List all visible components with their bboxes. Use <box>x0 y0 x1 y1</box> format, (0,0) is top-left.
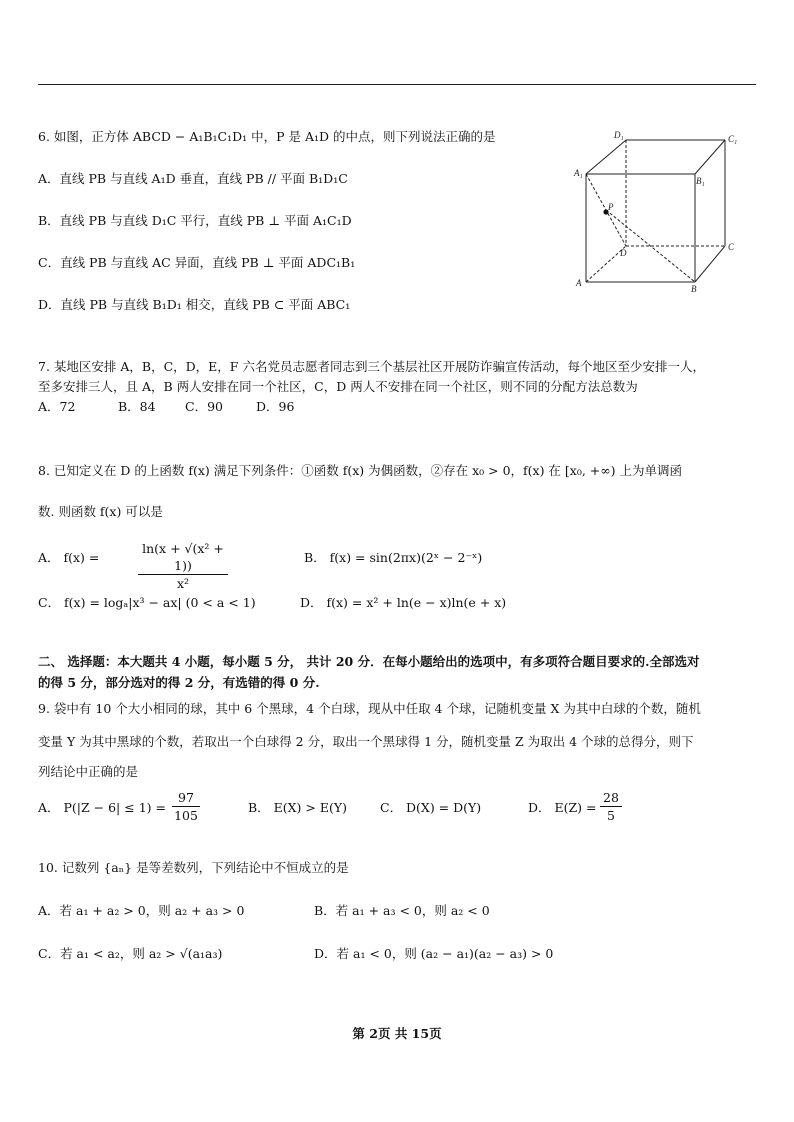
q10-option-d: D．若 a₁ < 0，则 (a₂ − a₁)(a₂ − a₃) > 0 <box>314 946 554 961</box>
q9-option-b: B． E(X) > E(Y) <box>248 800 347 815</box>
q9-line2: 变量 Y 为其中黑球的个数，若取出一个白球得 2 分，取出一个黑球得 1 分，随机变量 Z 为取出 4 个球的总得分，则下 <box>38 734 694 749</box>
q7-line2: 至多安排三人，且 A，B 两人安排在同一个社区，C，D 两人不安排在同一个社区，则不同的分配方法总数为 <box>38 379 638 394</box>
q7-option-c: C．90 <box>185 399 223 414</box>
q9-option-a-prefix: A． P(|Z − 6| ≤ 1) = <box>38 800 166 815</box>
q9-option-d-numerator: 28 <box>600 789 622 807</box>
q6-option-d: D．直线 PB 与直线 B₁D₁ 相交，直线 PB ⊂ 平面 ABC₁ <box>38 297 351 312</box>
label-d: D <box>620 248 627 258</box>
q8-option-d: D． f(x) = x² + ln(e − x)ln(e + x) <box>300 595 507 610</box>
q7-option-a: A．72 <box>38 399 76 414</box>
section2-line1: 二、 选择题：本大题共 4 小题，每小题 5 分， 共计 20 分．在每小题给出的选项中，有多项符合题目要求的.全部选对 <box>38 654 700 669</box>
q10-option-b: B．若 a₁ + a₃ < 0，则 a₂ < 0 <box>314 903 490 918</box>
q8-option-a-denominator: x² <box>176 576 190 591</box>
q9-option-a-fraction <box>172 789 200 824</box>
q8-option-a-fraction <box>138 540 228 592</box>
q9-option-d-denominator: 5 <box>607 808 615 823</box>
header-rule <box>38 84 756 85</box>
q10-option-c: C．若 a₁ < a₂，则 a₂ > √(a₁a₃) <box>38 946 223 961</box>
q9-option-d-prefix: D． E(Z) = <box>528 800 597 815</box>
q8-option-c: C． f(x) = logₐ|x³ − ax| (0 < a < 1) <box>38 595 256 610</box>
label-p: P <box>608 202 614 212</box>
q7-option-d: D．96 <box>256 399 295 414</box>
q6-option-c: C．直线 PB 与直线 AC 异面，直线 PB ⊥ 平面 ADC₁B₁ <box>38 255 356 270</box>
label-d1: D₁ <box>614 130 624 140</box>
q6-stem: 6. 如图，正方体 ABCD − A₁B₁C₁D₁ 中，P 是 A₁D 的中点，则下列说法正确的是 <box>38 129 496 144</box>
q8-option-a-prefix: A． f(x) = <box>38 550 100 565</box>
q9-option-a-denominator: 105 <box>174 808 198 823</box>
q9-option-d-fraction <box>600 789 622 824</box>
section2-line2: 的得 5 分，部分选对的得 2 分，有选错的得 0 分. <box>38 675 320 690</box>
q9-line3: 列结论中正确的是 <box>38 764 139 779</box>
label-b1: B₁ <box>696 176 705 186</box>
q6-option-a: A．直线 PB 与直线 A₁D 垂直，直线 PB // 平面 B₁D₁C <box>38 171 348 186</box>
label-a: A <box>576 278 582 288</box>
q10-stem: 10. 记数列 {aₙ} 是等差数列，下列结论中不恒成立的是 <box>38 860 349 875</box>
label-c: C <box>728 242 735 252</box>
label-b: B <box>691 284 697 294</box>
label-c1: C₁ <box>728 134 738 144</box>
q9-option-a-numerator: 97 <box>172 789 200 807</box>
q9-option-c: C． D(X) = D(Y) <box>380 800 482 815</box>
q8-option-a-numerator: ln(x + √(x² + 1)) <box>138 540 228 575</box>
q10-option-a: A．若 a₁ + a₂ > 0，则 a₂ + a₃ > 0 <box>38 903 245 918</box>
page-footer: 第 2页 共 15页 <box>352 1026 442 1041</box>
q7-option-b: B．84 <box>118 399 156 414</box>
q9-line1: 9. 袋中有 10 个大小相同的球，其中 6 个黑球，4 个白球，现从中任取 4 个球，记随机变量 X 为其中白球的个数，随机 <box>38 701 701 716</box>
cube-figure <box>570 126 750 296</box>
q7-line1: 7. 某地区安排 A，B，C，D，E，F 六名党员志愿者同志到三个基层社区开展防诈骗宣传活动，每个地区至少安排一人， <box>38 359 705 374</box>
label-a1: A₁ <box>574 168 583 178</box>
q8-line2: 数. 则函数 f(x) 可以是 <box>38 504 163 519</box>
q8-line1: 8. 已知定义在 D 的上函数 f(x) 满足下列条件：①函数 f(x) 为偶函数，②存在 x₀ > 0，f(x) 在 [x₀, +∞) 上为单调函 <box>38 463 683 478</box>
q8-option-b: B． f(x) = sin(2πx)(2ˣ − 2⁻ˣ) <box>304 550 483 565</box>
q6-option-b: B．直线 PB 与直线 D₁C 平行，直线 PB ⊥ 平面 A₁C₁D <box>38 213 352 228</box>
